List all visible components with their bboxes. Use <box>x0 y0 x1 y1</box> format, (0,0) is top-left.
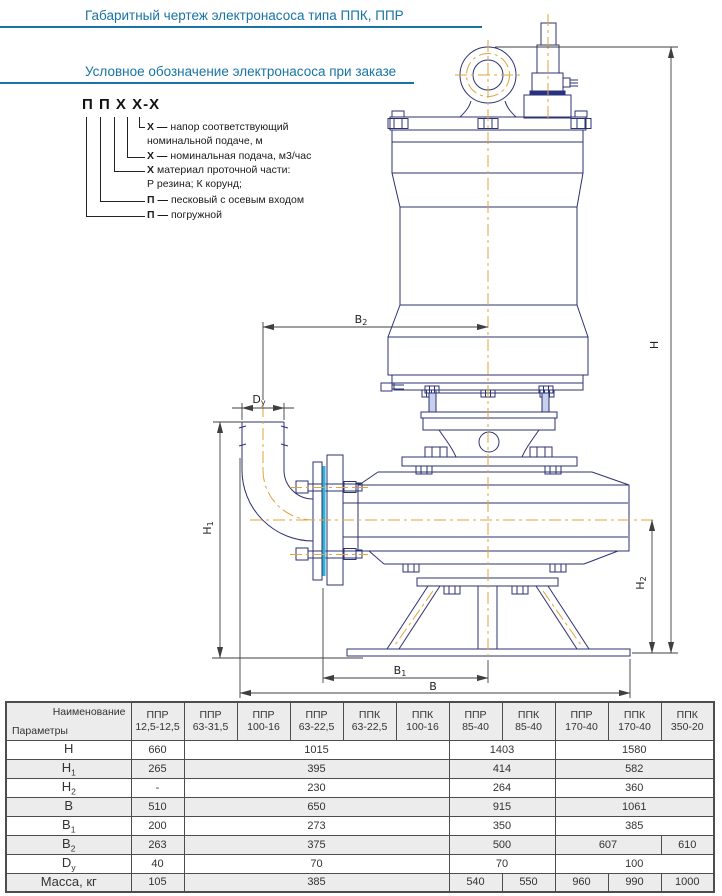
column-header: ППР 12,5-12,5 <box>131 702 184 740</box>
value-cell: 1015 <box>184 740 449 759</box>
value-cell: 582 <box>555 759 714 778</box>
column-header: ППК 100-16 <box>396 702 449 740</box>
value-cell: 915 <box>449 797 555 816</box>
parameters-table <box>5 701 715 893</box>
value-cell: 395 <box>184 759 449 778</box>
value-cell: 375 <box>184 835 449 854</box>
parameters-table-wrap <box>5 701 715 893</box>
column-header: ППР 63-22,5 <box>290 702 343 740</box>
value-cell: 230 <box>184 778 449 797</box>
table-corner-cell <box>6 702 131 740</box>
value-cell: 70 <box>184 854 449 873</box>
legend-line <box>86 117 87 217</box>
dimension-lines <box>212 47 678 698</box>
legend-line <box>86 216 145 217</box>
section-subtitle: Условное обозначение электронасоса при заказе <box>0 64 414 84</box>
legend-item: Х — номинальная подача, м3/час <box>147 150 312 162</box>
dim-B: B <box>429 680 437 693</box>
legend-item: Р резина; К корунд; <box>147 178 242 190</box>
value-cell: 540 <box>449 873 502 892</box>
value-cell: 360 <box>555 778 714 797</box>
value-cell: 264 <box>449 778 555 797</box>
column-header: ППР 85-40 <box>449 702 502 740</box>
legend-line <box>100 117 101 202</box>
value-cell: 1403 <box>449 740 555 759</box>
value-cell: 105 <box>131 873 184 892</box>
column-header: ППР 170-40 <box>555 702 608 740</box>
value-cell: 607 <box>555 835 661 854</box>
value-cell: 550 <box>502 873 555 892</box>
legend-line <box>100 201 145 202</box>
dim-B2: B2 <box>354 313 368 327</box>
legend-line <box>114 171 145 172</box>
value-cell: 40 <box>131 854 184 873</box>
param-cell: $D_y$ <box>6 854 131 873</box>
corner-top-label: Наименование <box>52 706 126 718</box>
param-cell: Масса, кг <box>6 873 131 892</box>
legend-line <box>139 127 145 128</box>
column-header: ППР 100-16 <box>237 702 290 740</box>
value-cell: 263 <box>131 835 184 854</box>
column-header: ППК 85-40 <box>502 702 555 740</box>
legend-line <box>139 117 140 127</box>
value-cell: 960 <box>555 873 608 892</box>
column-header: ППК 350-20 <box>661 702 714 740</box>
value-cell: 273 <box>184 816 449 835</box>
column-header: ППК 170-40 <box>608 702 661 740</box>
adapter-spool <box>402 386 577 474</box>
value-cell: - <box>131 778 184 797</box>
table-row-H1 <box>6 759 714 778</box>
page-title: Габаритный чертеж электронасоса типа ППК, ППР <box>0 8 482 28</box>
param-cell: $B_1$ <box>6 816 131 835</box>
value-cell: 1061 <box>555 797 714 816</box>
param-cell: $H_2$ <box>6 778 131 797</box>
dim-H: H <box>648 340 661 350</box>
value-cell: 500 <box>449 835 555 854</box>
corner-bottom-label: Параметры <box>12 724 68 737</box>
legend-item: П — песковый с осевым входом <box>147 194 305 206</box>
table-row-B1 <box>6 816 714 835</box>
value-cell: 100 <box>555 854 714 873</box>
value-cell: 350 <box>449 816 555 835</box>
value-cell: 660 <box>131 740 184 759</box>
dim-H2: H2 <box>634 576 648 590</box>
value-cell: 1580 <box>555 740 714 759</box>
value-cell: 610 <box>661 835 714 854</box>
legend-item: номинальной подаче, м <box>147 135 263 147</box>
pump-outline-drawing <box>195 10 707 708</box>
value-cell: 70 <box>449 854 555 873</box>
legend-item: Х материал проточной части: <box>147 164 291 176</box>
legend-item: П — погружной <box>147 209 222 221</box>
dim-B1: B1 <box>393 664 407 678</box>
legend-line <box>127 157 145 158</box>
designation-code: П П Х Х-Х <box>82 96 161 113</box>
centerlines <box>250 14 656 662</box>
column-header: ППР 63-31,5 <box>184 702 237 740</box>
legend-line <box>114 117 115 171</box>
param-cell: $B_2$ <box>6 835 131 854</box>
pump-casing <box>343 472 629 572</box>
dim-H1: H1 <box>201 521 215 535</box>
dim-Dy: Dy <box>252 393 266 407</box>
param-cell: H <box>6 740 131 759</box>
value-cell: 990 <box>608 873 661 892</box>
value-cell: 1000 <box>661 873 714 892</box>
value-cell: 385 <box>184 873 449 892</box>
table-row-H <box>6 740 714 759</box>
param-cell: $H_1$ <box>6 759 131 778</box>
value-cell: 385 <box>555 816 714 835</box>
table-row-B <box>6 797 714 816</box>
table-row-B2 <box>6 835 714 854</box>
legend-line <box>127 117 128 157</box>
legend-item: Х — напор соответствующий <box>147 121 289 133</box>
value-cell: 650 <box>184 797 449 816</box>
value-cell: 265 <box>131 759 184 778</box>
value-cell: 414 <box>449 759 555 778</box>
value-cell: 510 <box>131 797 184 816</box>
table-header-row <box>6 702 714 740</box>
cable-gland <box>524 23 578 118</box>
value-cell: 200 <box>131 816 184 835</box>
table-row-H2 <box>6 778 714 797</box>
motor-body <box>381 111 591 397</box>
column-header: ППК 63-22,5 <box>343 702 396 740</box>
table-row-mass <box>6 873 714 892</box>
param-cell: B <box>6 797 131 816</box>
table-row-Dy <box>6 854 714 873</box>
